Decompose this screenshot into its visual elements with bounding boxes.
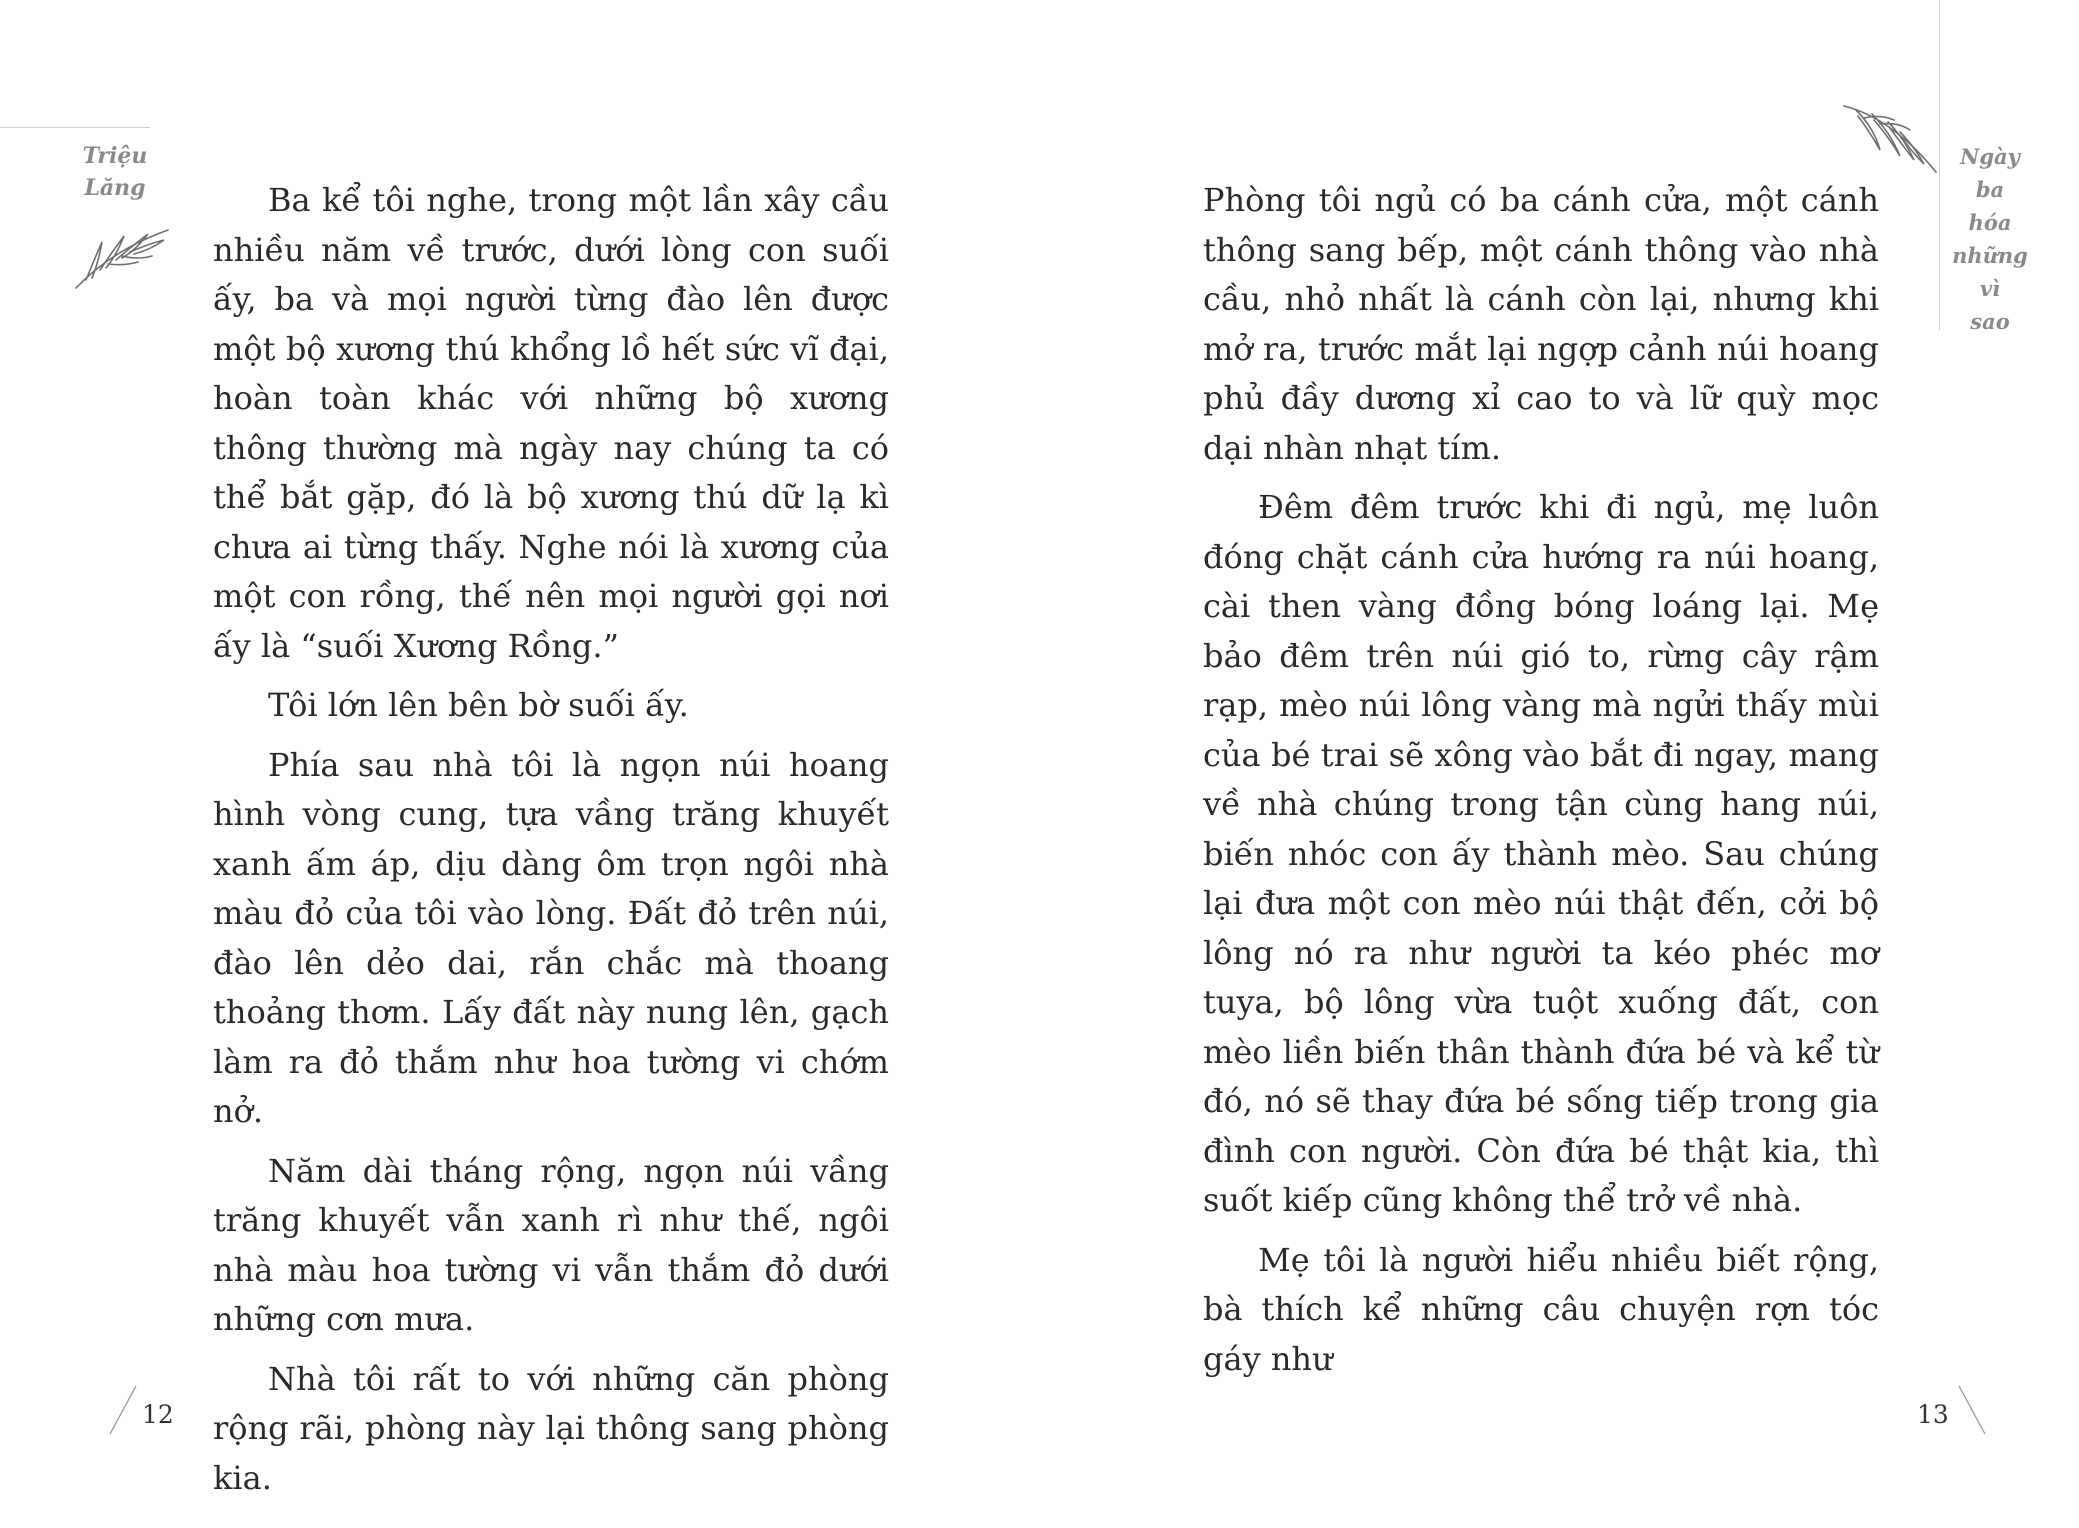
running-head-line: sao (1970, 309, 2010, 334)
right-body-text (1203, 176, 1879, 1394)
running-head-line: Ngày (1960, 144, 2020, 169)
left-page (0, 0, 1039, 1528)
paragraph: Đêm đêm trước khi đi ngủ, mẹ luôn đóng chặt cánh cửa hướng ra núi hoang, cài then vàng đồng bóng loáng lại. Mẹ bảo đêm trên núi gió to, rừng cây rậm rạp, mèo núi lông vàng mà ngửi thấy mùi của bé trai sẽ xông vào bắt đi ngay, mang về nhà chúng trong tận cùng hang núi, biến nhóc con ấy thành mèo. Sau chúng lại đưa một con mèo núi thật đến, cởi bộ lông nó ra như người ta kéo phéc mơ tuya, bộ lông vừa tuột xuống đất, con mèo liền biến thân thành đứa bé và kể từ đó, nó sẽ thay đứa bé sống tiếp trong gia đình con người. Còn đứa bé thật kia, thì suốt kiếp cũng không thể trở về nhà. (1203, 488, 1879, 1219)
running-head-author (60, 140, 170, 204)
page-number: 12 (142, 1400, 174, 1429)
running-head-line: hóa (1968, 210, 2012, 235)
paragraph: Phía sau nhà tôi là ngọn núi hoang hình vòng cung, tựa vầng trăng khuyết xanh ấm áp, dịu dàng ôm trọn ngôi nhà màu đỏ của tôi vào lòng. Đất đỏ trên núi, đào lên dẻo dai, rắn chắc mà thoang thoảng thơm. Lấy đất này nung lên, gạch làm ra đỏ thắm như hoa tường vi chớm nở. (213, 745, 889, 1130)
slash-mark-icon (108, 1384, 138, 1436)
right-page (1040, 0, 2079, 1528)
page-number: 13 (1917, 1400, 1949, 1429)
top-rule (0, 127, 150, 128)
running-head-line: Lăng (84, 175, 146, 201)
paragraph: Ba kể tôi nghe, trong một lần xây cầu nhiều năm về trước, dưới lòng con suối ấy, ba và mọi người từng đào lên được một bộ xương thú khổng lồ hết sức vĩ đại, hoàn toàn khác với những bộ xương thông thường mà ngày nay chúng ta có thể bắt gặp, đó là bộ xương thú dữ lạ kì chưa ai từng thấy. Nghe nói là xương của một con rồng, thế nên mọi người gọi nơi ấy là “suối Xương Rồng.” (213, 181, 889, 665)
running-head-line: Triệu (82, 143, 148, 169)
paragraph: Năm dài tháng rộng, ngọn núi vầng trăng khuyết vẫn xanh rì như thế, ngôi nhà màu hoa tường vi vẫn thắm đỏ dưới những cơn mưa. (213, 1151, 889, 1338)
slash-mark-icon (1957, 1384, 1987, 1436)
left-body-text (213, 176, 889, 1513)
leaf-ornament-icon (1840, 98, 1940, 176)
running-head-line: vì (1979, 276, 2001, 301)
running-head-title (1930, 140, 2050, 338)
leaf-ornament-icon (72, 220, 172, 292)
paragraph: Nhà tôi rất to với những căn phòng rộng rãi, phòng này lại thông sang phòng kia. (213, 1359, 889, 1497)
running-head-line: ba (1975, 177, 2005, 202)
running-head-line: những (1952, 243, 2028, 268)
paragraph: Mẹ tôi là người hiểu nhiều biết rộng, bà thích kể những câu chuyện rợn tóc gáy như (1203, 1240, 1879, 1378)
paragraph: Tôi lớn lên bên bờ suối ấy. (268, 686, 689, 724)
paragraph: Phòng tôi ngủ có ba cánh cửa, một cánh thông sang bếp, một cánh thông vào nhà cầu, nhỏ nhất là cánh còn lại, nhưng khi mở ra, trước mắt lại ngợp cảnh núi hoang phủ đầy dương xỉ cao to và lữ quỳ mọc dại nhàn nhạt tím. (1203, 181, 1879, 467)
